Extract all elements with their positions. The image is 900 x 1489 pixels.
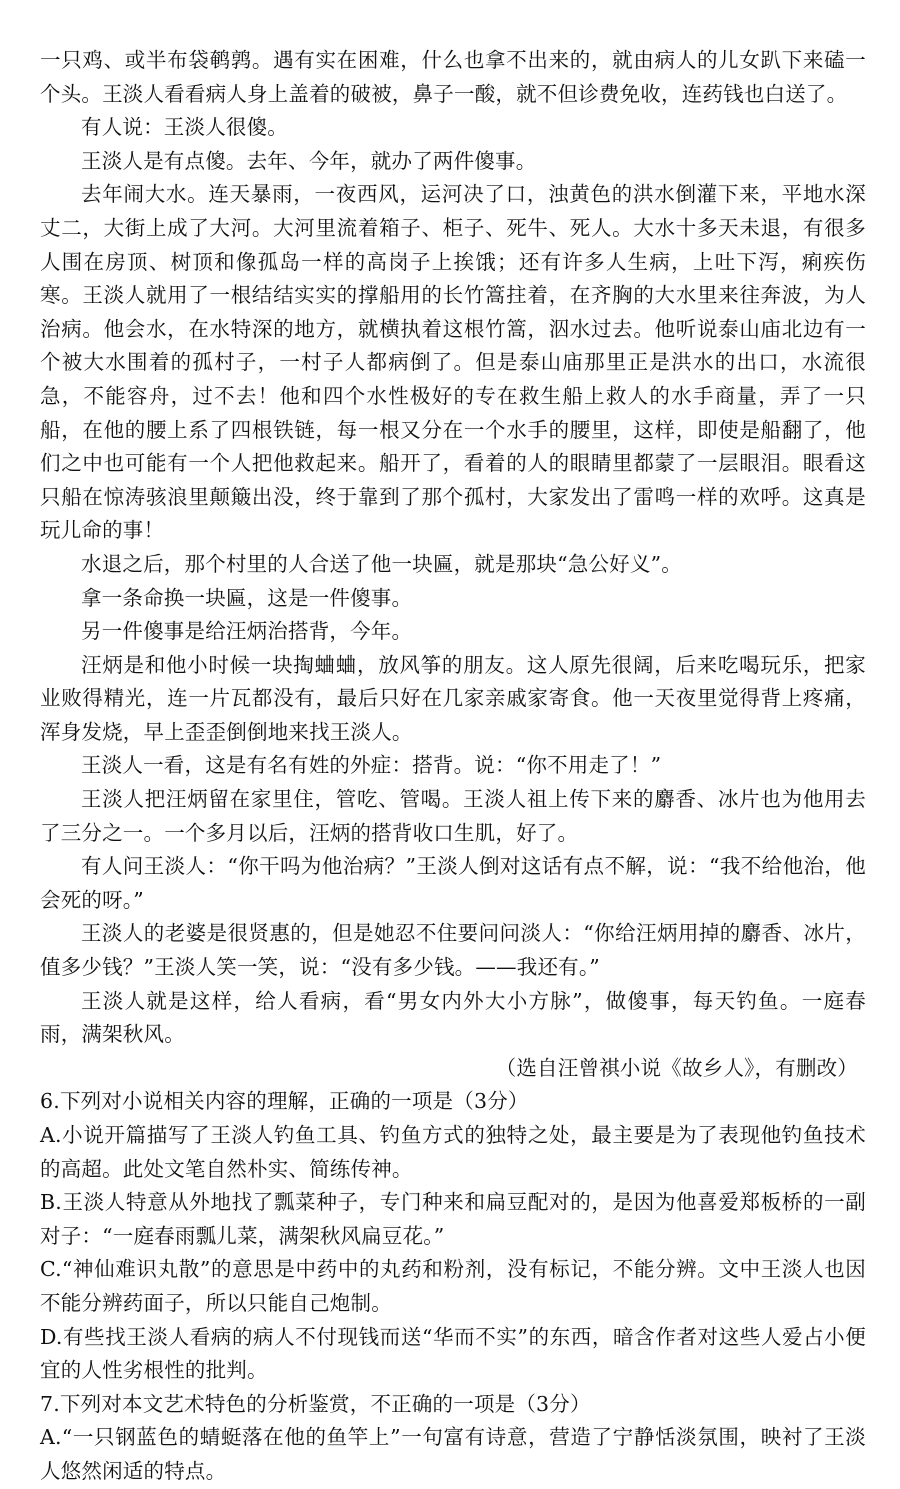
question-6-option-a: A.小说开篇描写了王淡人钓鱼工具、钓鱼方式的独特之处，最主要是为了表现他钓鱼技术的高超。此处文笔自然朴实、简练传神。 <box>40 1123 866 1181</box>
paragraph: 拿一条命换一块匾，这是一件傻事。 <box>81 585 413 610</box>
exam-page <box>40 44 866 1489</box>
paragraph: 另一件傻事是给汪炳治搭背，今年。 <box>81 619 413 644</box>
paragraph-opening: 一只鸡、或半布袋鹌鹑。遇有实在困难，什么也拿不出来的，就由病人的儿女趴下来磕一个头。王淡人看看病人身上盖着的破被，鼻子一酸，就不但诊费免收，连药钱也白送了。 <box>40 48 866 106</box>
paragraph: 水退之后，那个村里的人合送了他一块匾，就是那块“急公好义”。 <box>81 551 682 576</box>
paragraph: 王淡人的老婆是很贤惠的，但是她忍不住要问问淡人：“你给汪炳用掉的麝香、冰片，值多少钱？”王淡人笑一笑，说：“没有多少钱。——我还有。” <box>40 921 866 980</box>
paragraph: 王淡人把汪炳留在家里住，管吃、管喝。王淡人祖上传下来的麝香、冰片也为他用去了三分之一。一个多月以后，汪炳的搭背收口生肌，好了。 <box>40 787 866 845</box>
paragraph-wang-bing: 汪炳是和他小时候一块掏蛐蛐，放风筝的朋友。这人原先很阔，后来吃喝玩乐，把家业败得精光，连一片瓦都没有，最后只好在几家亲戚家寄食。他一天夜里觉得背上疼痛，浑身发烧，早上歪歪倒倒地来找王淡人。 <box>40 652 866 744</box>
question-7-option-a: A.“一只钢蓝色的蜻蜓落在他的鱼竿上”一句富有诗意，营造了宁静恬淡氛围，映衬了王淡人悠然闲适的特点。 <box>40 1425 866 1483</box>
question-7-stem: 7.下列对本文艺术特色的分析鉴赏，不正确的一项是（3分） <box>40 1391 591 1416</box>
question-6-option-c: C.“神仙难识丸散”的意思是中药中的丸药和粉剂，没有标记，不能分辨。文中王淡人也因不能分辨药面子，所以只能自己炮制。 <box>40 1257 866 1315</box>
paragraph-flood: 去年闹大水。连天暴雨，一夜西风，运河决了口，浊黄色的洪水倒灌下来，平地水深丈二，大街上成了大河。大河里流着箱子、柜子、死牛、死人。大水十多天未退，有很多人围在房顶、树顶和像孤岛一样的高岗子上挨饿；还有许多人生病，上吐下泻，痢疾伤寒。王淡人就用了一根结结实实的撑船用的长竹篙拄着，在齐胸的大水里来往奔波，为人治病。他会水，在水特深的地方，就横执着这根竹篙，泅水过去。他听说泰山庙北边有一个被大水围着的孤村子，一村子人都病倒了。但是泰山庙那里正是洪水的出口，水流很急，不能容舟，过不去！他和四个水性极好的专在救生船上救人的水手商量，弄了一只船，在他的腰上系了四根铁链，每一根又分在一个水手的腰里，这样，即使是船翻了，他们之中也可能有一个人把他救起来。船开了，看着的人的眼睛里都蒙了一层眼泪。眼看这只船在惊涛骇浪里颠簸出没，终于靠到了那个孤村，大家发出了雷鸣一样的欢呼。这真是玩儿命的事！ <box>40 182 866 543</box>
paragraph: 王淡人是有点傻。去年、今年，就办了两件傻事。 <box>81 148 537 173</box>
question-6-option-b: B.王淡人特意从外地找了瓢菜种子，专门种来和扁豆配对的，是因为他喜爱郑板桥的一副对子：“一庭春雨瓢儿菜，满架秋风扁豆花。” <box>40 1190 866 1248</box>
question-6-option-d: D.有些找王淡人看病的病人不付现钱而送“华而不实”的东西，暗含作者对这些人爱占小便宜的人性劣根性的批判。 <box>40 1324 866 1383</box>
question-6-stem: 6.下列对小说相关内容的理解，正确的一项是（3分） <box>40 1089 529 1114</box>
paragraph: 有人问王淡人：“你干吗为他治病？”王淡人倒对这话有点不解，说：“我不给他治，他会死的呀。” <box>40 854 866 912</box>
source-note: （选自汪曾祺小说《故乡人》，有删改） <box>495 1055 858 1080</box>
paragraph: 有人说：王淡人很傻。 <box>81 115 288 140</box>
paragraph-closing: 王淡人就是这样，给人看病，看“男女内外大小方脉”，做傻事，每天钓鱼。一庭春雨，满架秋风。 <box>40 988 866 1047</box>
paragraph: 王淡人一看，这是有名有姓的外症：搭背。说：“你不用走了！” <box>81 753 662 778</box>
